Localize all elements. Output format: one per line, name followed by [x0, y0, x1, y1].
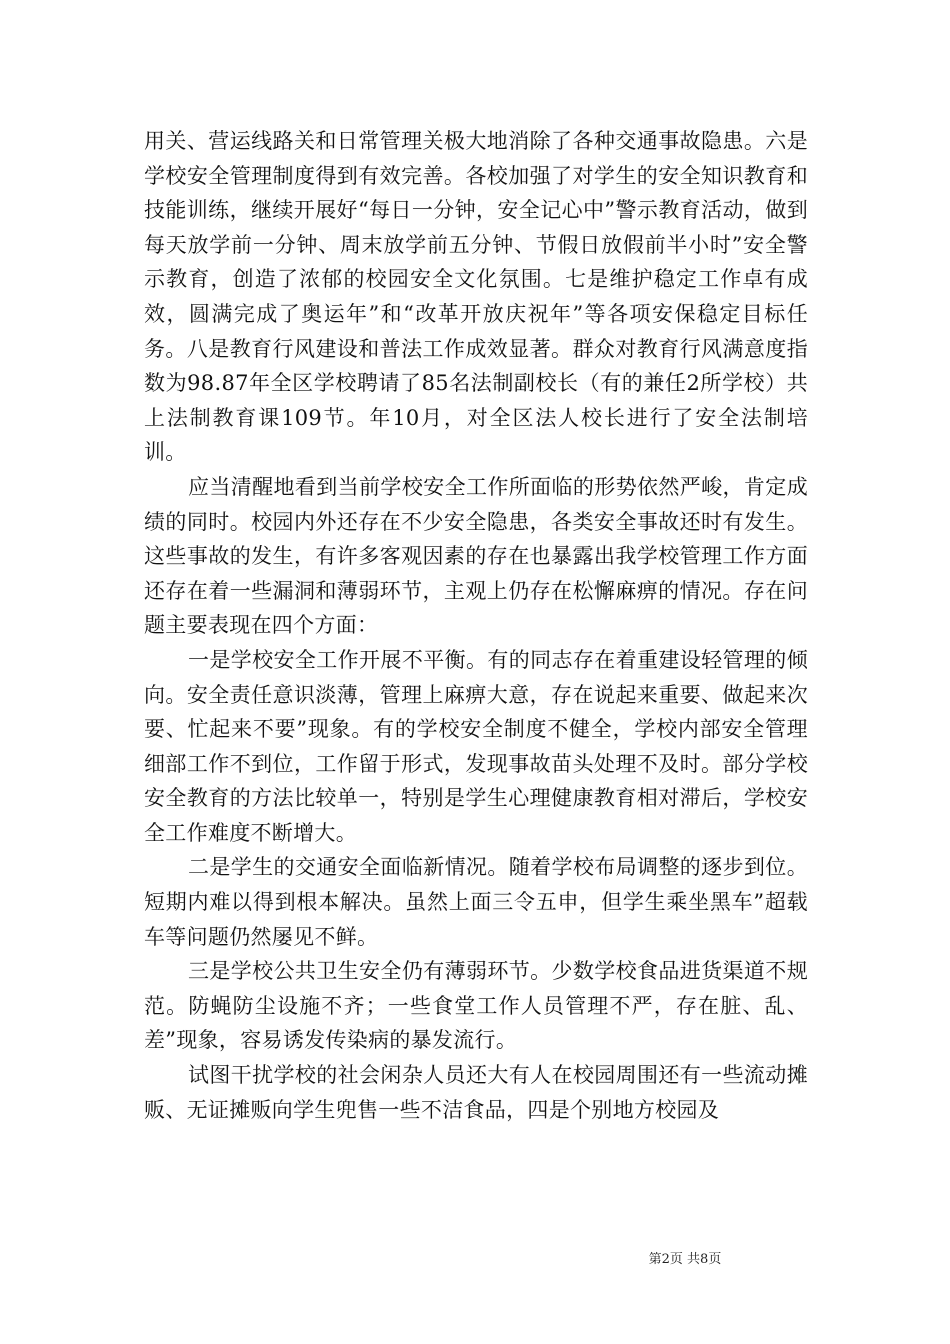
document-body	[144, 124, 808, 1127]
page-footer	[0, 1248, 950, 1267]
paragraph-2: 应当清醒地看到当前学校安全工作所面临的形势依然严峻，肯定成绩的同时。校园内外还存在不少安全隐患，各类安全事故还时有发生。这些事故的发生，有许多客观因素的存在也暴露出我学校管理工作方面还存在着一些漏洞和薄弱环节，主观上仍存在松懈麻痹的情况。存在问题主要表现在四个方面：	[144, 474, 808, 638]
paragraph-6: 试图干扰学校的社会闲杂人员还大有人在校园周围还有一些流动摊贩、无证摊贩向学生兜售一些不洁食品，四是个别地方校园及	[144, 1063, 808, 1122]
paragraph-4: 二是学生的交通安全面临新情况。随着学校布局调整的逐步到位。短期内难以得到根本解决。虽然上面三令五申，但学生乘坐黑车”超载车等问题仍然屡见不鲜。	[144, 855, 808, 949]
paragraph-3: 一是学校安全工作开展不平衡。有的同志存在着重建设轻管理的倾向。安全责任意识淡薄，管理上麻痹大意，存在说起来重要、做起来次要、忙起来不要”现象。有的学校安全制度不健全，学校内部安全管理细部工作不到位，工作留于形式，发现事故苗头处理不及时。部分学校安全教育的方法比较单一，特别是学生心理健康教育相对滞后，学校安全工作难度不断增大。	[144, 647, 808, 845]
paragraph-5: 三是学校公共卫生安全仍有薄弱环节。少数学校食品进货渠道不规范。防蝇防尘设施不齐；一些食堂工作人员管理不严，存在脏、乱、差”现象，容易诱发传染病的暴发流行。	[144, 959, 808, 1053]
page-number: 第2页 共8页	[648, 1252, 722, 1267]
paragraph-1: 用关、营运线路关和日常管理关极大地消除了各种交通事故隐患。六是学校安全管理制度得到有效完善。各校加强了对学生的安全知识教育和技能训练，继续开展好“每日一分钟，安全记心中”警示教育活动，做到每天放学前一分钟、周末放学前五分钟、节假日放假前半小时”安全警示教育，创造了浓郁的校园安全文化氛围。七是维护稳定工作卓有成效，圆满完成了奥运年”和“改革开放庆祝年”等各项安保稳定目标任务。八是教育行风建设和普法工作成效显著。群众对教育行风满意度指数为98.87年全区学校聘请了85名法制副校长（有的兼任2所学校）共上法制教育课109节。年10月，对全区法人校长进行了安全法制培训。	[144, 129, 808, 465]
